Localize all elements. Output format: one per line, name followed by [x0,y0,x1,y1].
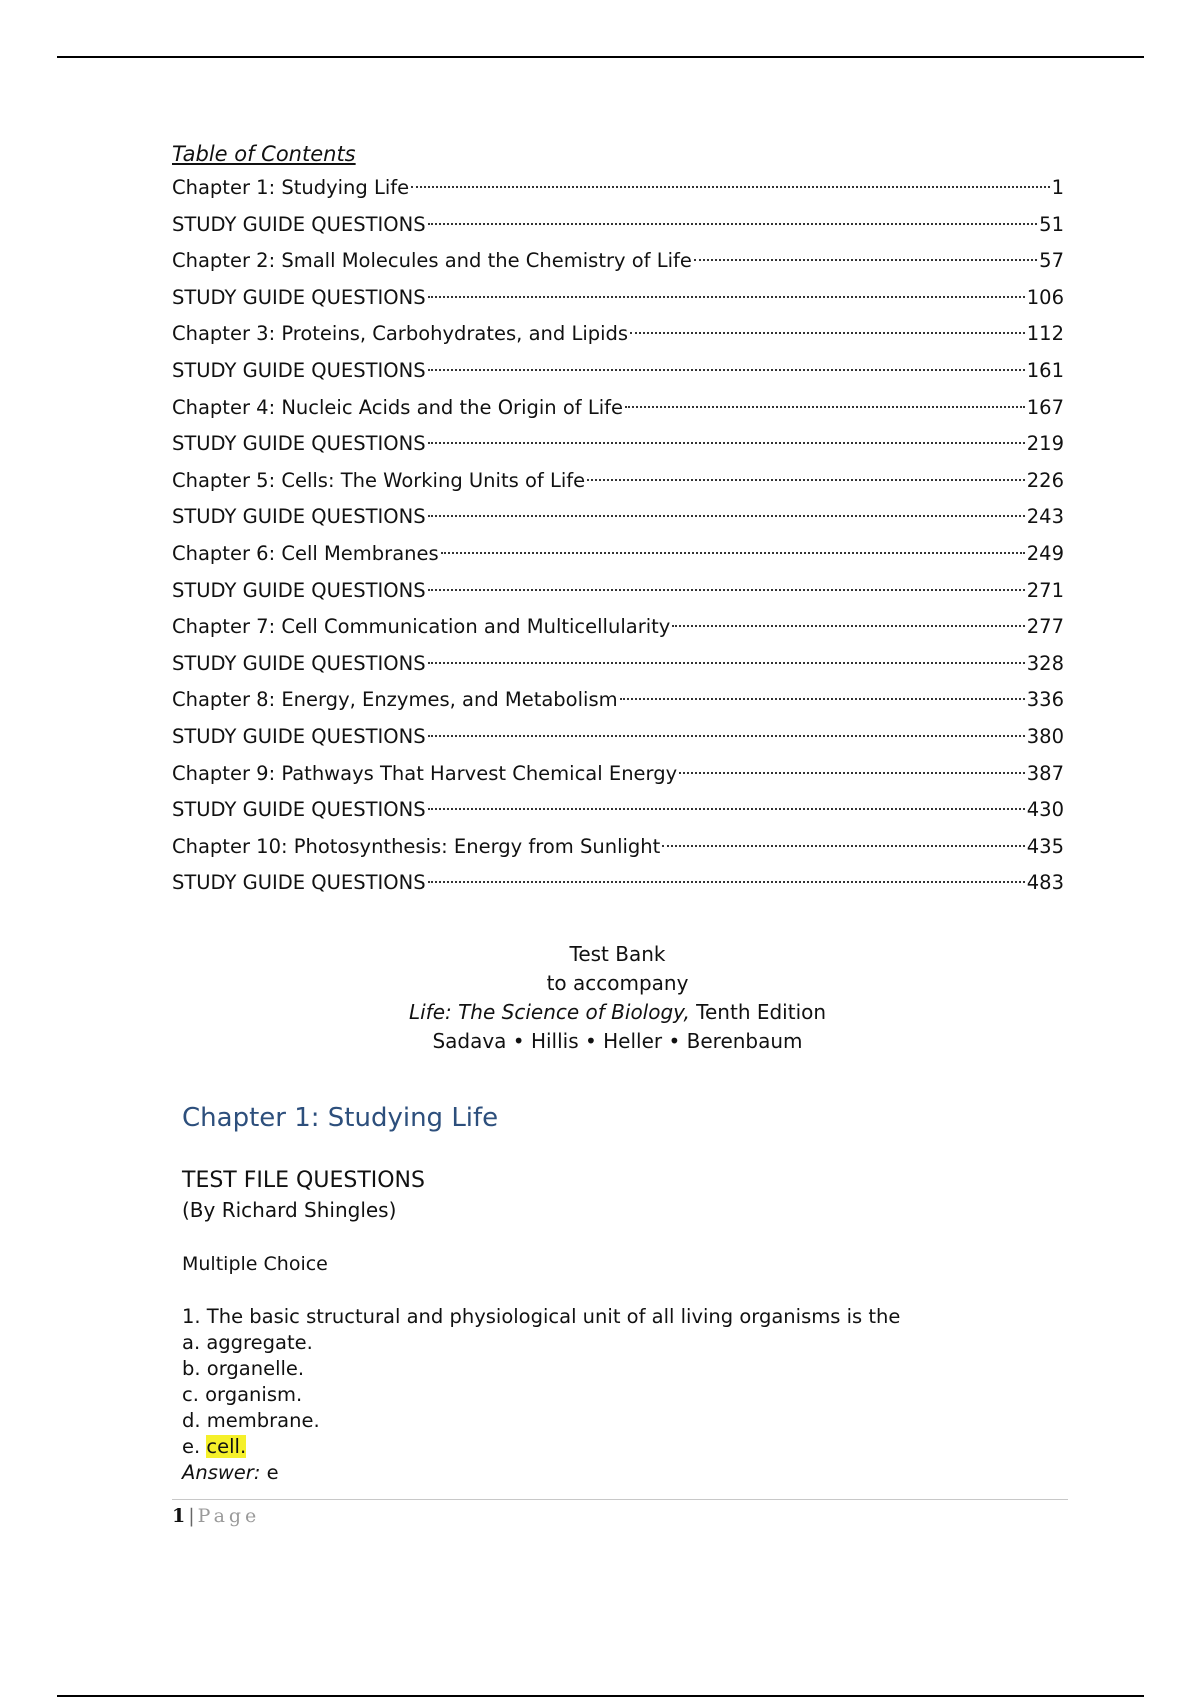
toc-entry-page: 57 [1039,249,1064,273]
toc-dot-leader [620,698,1025,700]
toc-entry[interactable] [172,756,1064,793]
toc-entry[interactable] [172,646,1064,683]
toc-entry[interactable] [172,536,1064,573]
toc-entry[interactable] [172,719,1064,756]
top-rule [57,56,1144,58]
toc-entry-label: STUDY GUIDE QUESTIONS [172,358,426,382]
title-block [0,940,1200,1056]
title-line-accompany: to accompany [546,971,689,995]
toc-entry-label: Chapter 5: Cells: The Working Units of Life [172,468,586,492]
section-title: TEST FILE QUESTIONS [182,1168,425,1193]
toc-dot-leader [587,479,1025,481]
toc-heading: Table of Contents [172,142,356,166]
chapter-content [182,1166,1062,1486]
toc-entry-label: STUDY GUIDE QUESTIONS [172,505,426,529]
toc-entry-page: 380 [1026,724,1064,748]
toc-dot-leader [428,662,1025,664]
toc-entry-page: 483 [1026,871,1064,895]
answer-line [182,1460,1062,1486]
toc-dot-leader [672,625,1024,627]
footer-rule [172,1499,1068,1500]
toc-dot-leader [428,808,1025,810]
toc-dot-leader [428,589,1025,591]
toc-entry-page: 249 [1026,541,1064,565]
page-number: 1 [172,1505,186,1527]
table-of-contents [172,140,1064,902]
toc-entry-label: STUDY GUIDE QUESTIONS [172,285,426,309]
toc-entry-label: STUDY GUIDE QUESTIONS [172,724,426,748]
toc-entry[interactable] [172,609,1064,646]
toc-dot-leader [428,442,1025,444]
toc-entry-page: 430 [1026,798,1064,822]
footer-separator: | [188,1505,195,1527]
toc-entry-page: 435 [1026,834,1064,858]
toc-entry-page: 328 [1026,651,1064,675]
question-option: d. membrane. [182,1409,320,1432]
question-type: Multiple Choice [182,1253,328,1275]
answer-value: e [266,1461,279,1484]
toc-entry[interactable] [172,829,1064,866]
toc-entry-page: 243 [1026,505,1064,529]
toc-dot-leader [428,881,1025,883]
toc-dot-leader [630,332,1025,334]
question-option: c. organism. [182,1383,303,1406]
toc-dot-leader [428,223,1038,225]
toc-entry[interactable] [172,170,1064,207]
toc-entry-label: Chapter 7: Cell Communication and Multicellularity [172,615,671,639]
book-title-line [0,998,1200,1027]
answer-label: Answer: [182,1461,261,1484]
toc-entry[interactable] [172,243,1064,280]
toc-entry-label: STUDY GUIDE QUESTIONS [172,871,426,895]
book-edition: Tenth Edition [696,1000,827,1024]
question-text: 1. The basic structural and physiological unit of all living organisms is the [182,1305,901,1328]
toc-entry-label: STUDY GUIDE QUESTIONS [172,651,426,675]
toc-entry-page: 112 [1026,322,1064,346]
section-author: (By Richard Shingles) [182,1198,397,1222]
toc-entry-page: 51 [1039,212,1064,236]
toc-entry[interactable] [172,353,1064,390]
toc-entry-label: STUDY GUIDE QUESTIONS [172,798,426,822]
question-option: a. aggregate. [182,1331,313,1354]
toc-dot-leader [428,369,1025,371]
page-footer [172,1505,260,1527]
toc-entry-label: Chapter 4: Nucleic Acids and the Origin of Life [172,395,623,419]
toc-entry[interactable] [172,280,1064,317]
toc-entry-label: Chapter 3: Proteins, Carbohydrates, and Lipids [172,322,629,346]
toc-dot-leader [428,296,1025,298]
toc-entry-label: Chapter 9: Pathways That Harvest Chemical Energy [172,761,678,785]
toc-entry-page: 271 [1026,578,1064,602]
toc-entry[interactable] [172,316,1064,353]
bottom-rule [57,1695,1144,1697]
toc-list [172,170,1064,902]
toc-dot-leader [679,772,1025,774]
toc-entry-page: 1 [1051,176,1064,199]
toc-entry[interactable] [172,499,1064,536]
book-title: Life: The Science of Biology, [408,1000,690,1024]
toc-entry-label: STUDY GUIDE QUESTIONS [172,578,426,602]
toc-dot-leader [411,186,1049,188]
toc-entry[interactable] [172,792,1064,829]
toc-dot-leader [662,845,1024,847]
page-word: Page [197,1505,261,1527]
toc-entry-page: 277 [1026,615,1064,639]
authors-line: Sadava • Hillis • Heller • Berenbaum [432,1029,803,1053]
toc-entry[interactable] [172,207,1064,244]
question-option: b. organelle. [182,1357,305,1380]
toc-entry-label: Chapter 6: Cell Membranes [172,541,439,565]
toc-dot-leader [694,259,1037,261]
toc-dot-leader [441,552,1025,554]
option-prefix: e. [182,1435,201,1458]
toc-entry[interactable] [172,426,1064,463]
title-line-test-bank: Test Bank [569,942,666,966]
toc-dot-leader [428,735,1025,737]
toc-entry-page: 219 [1026,432,1064,456]
toc-entry-label: STUDY GUIDE QUESTIONS [172,212,426,236]
toc-entry-label: Chapter 10: Photosynthesis: Energy from Sunlight [172,834,661,858]
toc-dot-leader [428,515,1025,517]
toc-dot-leader [625,406,1025,408]
toc-entry[interactable] [172,573,1064,610]
question-option-e [182,1434,1062,1460]
toc-entry-page: 167 [1026,395,1064,419]
toc-entry-label: STUDY GUIDE QUESTIONS [172,432,426,456]
toc-entry[interactable] [172,390,1064,427]
toc-entry-page: 226 [1026,468,1064,492]
toc-entry-label: Chapter 8: Energy, Enzymes, and Metabolism [172,688,618,712]
toc-entry-label: Chapter 1: Studying Life [172,176,410,199]
toc-entry[interactable] [172,865,1064,902]
chapter-heading: Chapter 1: Studying Life [182,1103,499,1133]
toc-entry[interactable] [172,463,1064,500]
toc-entry-page: 161 [1026,358,1064,382]
toc-entry-page: 106 [1026,285,1064,309]
toc-entry-label: Chapter 2: Small Molecules and the Chemistry of Life [172,249,692,273]
toc-entry-page: 387 [1026,761,1064,785]
highlighted-answer-text: cell. [206,1435,247,1458]
toc-entry-page: 336 [1026,688,1064,712]
question-options [182,1330,1062,1434]
toc-entry[interactable] [172,682,1064,719]
